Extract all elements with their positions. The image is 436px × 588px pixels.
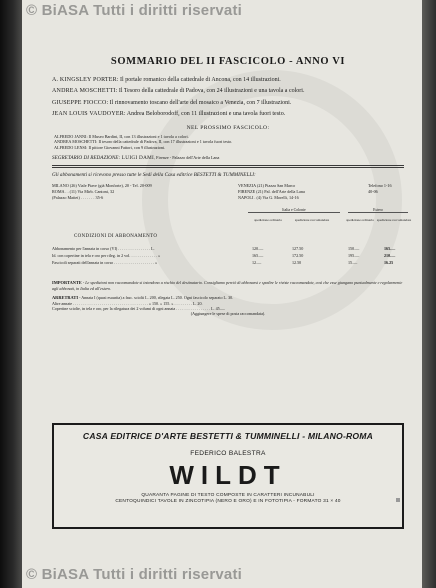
- price-cell: 165.—: [252, 253, 264, 259]
- entry-author: GIUSEPPE FIOCCO: [52, 99, 107, 106]
- subscription-table: [52, 208, 412, 278]
- office-column-3: [368, 183, 408, 195]
- price-cell: 172.50: [292, 253, 304, 259]
- row-label: Id. con copertine in tela e oro per rileg. in 2 vol. . . . . . . . . . . . . . »: [52, 253, 161, 259]
- arrears-lead: ARRETRATI: [52, 295, 79, 301]
- secretary-label: SEGRETARIO DI REDAZIONE: [52, 155, 119, 162]
- ad-description: [54, 493, 402, 506]
- contents-entry: [52, 99, 404, 107]
- office-column-2: [238, 183, 368, 201]
- arrears-line: (Aggiungere le spese di posta raccomandata).: [190, 311, 266, 317]
- office-line: 40-06: [368, 189, 378, 195]
- important-lead: IMPORTANTE: [52, 280, 82, 286]
- entry-text: : Il Museo Bardini, II, con 13 illustrazioni e 1 tavola a colori.: [86, 133, 189, 139]
- entry-text: : Andrea Beloborodoff, con 11 illustrazioni e una tavola fuori testo.: [123, 111, 286, 118]
- next-issue-entry: [52, 145, 404, 151]
- price-cell: 15.—: [348, 260, 358, 266]
- secretary-name: : LUIGI DAMI: [118, 155, 155, 162]
- entry-author: A. KINGSLEY PORTER: [52, 77, 117, 83]
- entry-text: : Il tesoro della cattedrale di Padova, II, con 17 illustrazioni e 1 tavola fuori testo.: [96, 139, 233, 145]
- column-header: spedizione raccomandata: [294, 218, 330, 223]
- price-cell: 120.—: [252, 246, 264, 252]
- entry-text: : Il Tesoro della cattedrale di Padova, con 24 illustrazioni e una tavola a colori.: [115, 88, 305, 95]
- arrears-line: Copertine sciolte, in tela e oro, per la rilegatura dei 2 volumi di ogni annata . . . . . . . . . . . . . . . . . L. 45.—: [52, 306, 225, 312]
- conditions-heading: CONDIZIONI DI ABBONAMENTO: [74, 234, 158, 240]
- next-issue-heading: NEL PROSSIMO FASCICOLO:: [186, 124, 270, 131]
- price-cell: 195.—: [348, 253, 360, 259]
- arrears-section: [52, 295, 404, 317]
- price-cell: 150.—: [348, 246, 360, 252]
- book-advertisement: [52, 423, 404, 529]
- important-body: - Le spedizioni non raccomandate si intendono a rischio del destinatario. Consigliamo perciò di abbonarsi e spedire le riviste raccomandate, così che esse giungano puntualmente e regolarmente agli abbonati, in Italia ed all'estero.: [52, 280, 403, 291]
- ad-description-line: QUARANTA PAGINE DI TESTO COMPOSTE IN CARATTERI INCUNABULI: [141, 493, 315, 498]
- group-header-abroad: Estero: [348, 208, 408, 213]
- arrears-line: Altre annate . . . . . . . . . . . . . . . . . . . . . . . . . . . . . . . . . . . . . » 150. » 155. » . . . . . . . . . L. 20.: [52, 300, 203, 306]
- column-header: spedizione ordinaria: [346, 218, 374, 223]
- table-row: [52, 246, 408, 253]
- price-cell: 127.50: [292, 246, 304, 252]
- office-addresses: [52, 183, 404, 205]
- contents-entry: [52, 76, 404, 84]
- entry-author: JEAN LOUIS VAUDOYER: [52, 111, 124, 118]
- office-line: MILANO (26) Viale Piave (già Monforte), 20 - Tel. 20-009: [52, 183, 152, 189]
- entry-author: ANDREA MOSCHETTI: [52, 88, 116, 95]
- office-line: (Palazzo Mattei) . . . . . . . 35-6: [52, 195, 104, 201]
- contents-entry: [52, 110, 404, 118]
- entry-text: : Il rinnovamento toscano dell'arte del mosaico a Venezia, con 7 illustrazioni.: [106, 99, 292, 106]
- scan-edge-right: [422, 0, 436, 588]
- contents-list: [52, 76, 404, 119]
- group-header-italy: Italia e Colonie: [248, 208, 340, 213]
- entry-text: : Il pittore Giovanni Fattori, con 9 illustrazioni.: [86, 144, 166, 150]
- entry-author: ALFREDO LENSI: [54, 144, 87, 150]
- next-issue-list: [52, 134, 404, 151]
- column-header: spedizione ordinaria: [254, 218, 282, 223]
- watermark-bottom: © BiASA Tutti i diritti riservati: [26, 566, 243, 583]
- price-cell: 16.25: [384, 260, 394, 266]
- entry-author: ANDREA MOSCHETTI: [54, 139, 97, 145]
- ad-description-line: CENTOQUINDICI TAVOLE IN ZINCOTIPIA (NERO E ORO) E IN FOTOTIPIA - FORMATO 31 × 40: [115, 499, 341, 505]
- office-line: FIRENZE (21) Pal. dell'Arte della Lana: [238, 189, 305, 195]
- divider: [52, 165, 404, 168]
- secretary-address: , Firenze - Palazzo dell'Arte della Lana: [154, 155, 220, 161]
- ad-book-title: WILDT: [169, 460, 287, 490]
- row-label: Abbonamento per l'annata in corso (VI) . . . . . . . . . . . . . . . . L.: [52, 246, 155, 252]
- arrears-text: - Annata I (quasi esaurita) a fasc. sciolti L. 200, rilegata L. 250. Ogni fascicolo separato L. 30.: [79, 295, 234, 301]
- important-note: [52, 280, 404, 291]
- office-column-1: [52, 183, 232, 201]
- scan-edge-left: [0, 0, 22, 588]
- editorial-secretary: [52, 155, 404, 161]
- price-cell: 12.—: [252, 260, 262, 266]
- table-row: [52, 253, 408, 260]
- ad-publisher: CASA EDITRICE D'ARTE BESTETTI & TUMMINELLI - MILANO-ROMA: [82, 431, 374, 441]
- row-label: Fascicoli separati dell'annata in corso . . . . . . . . . . . . . . . . . . . . »: [52, 260, 158, 266]
- price-cell: 210.—: [384, 253, 396, 259]
- scan-speck: [396, 498, 400, 502]
- page-title: SOMMARIO DEL II FASCICOLO - ANNO VI: [110, 56, 346, 67]
- office-line: Telefono 1-16: [368, 183, 392, 189]
- contents-entry: [52, 87, 404, 95]
- price-cell: 12.50: [292, 260, 302, 266]
- office-line: VENEZIA (21) Piazza San Marco: [238, 183, 296, 189]
- entry-text: : Il portale romanico della cattedrale di Ancona, con 14 illustrazioni.: [116, 77, 281, 83]
- subscription-notice: Gli abbonamenti si ricevono presso tutte le Sedi della Casa editrice BESTETTI & TUMMINELLI:: [52, 172, 256, 179]
- price-cell: 165.—: [384, 246, 396, 252]
- watermark-top: © BiASA Tutti i diritti riservati: [26, 2, 243, 19]
- column-header: spedizione raccomandata: [376, 218, 412, 223]
- office-line: NAPOLI . (4) Via G. Morelli, 14-16: [238, 195, 299, 201]
- magazine-contents: [52, 56, 412, 321]
- table-row: [52, 260, 408, 267]
- office-line: ROMA . . (11) Via Mirb. Cantoni, 32: [52, 189, 115, 195]
- entry-author: ALFREDO JANNI: [54, 133, 87, 139]
- ad-author: FEDERICO BALESTRA: [190, 450, 266, 457]
